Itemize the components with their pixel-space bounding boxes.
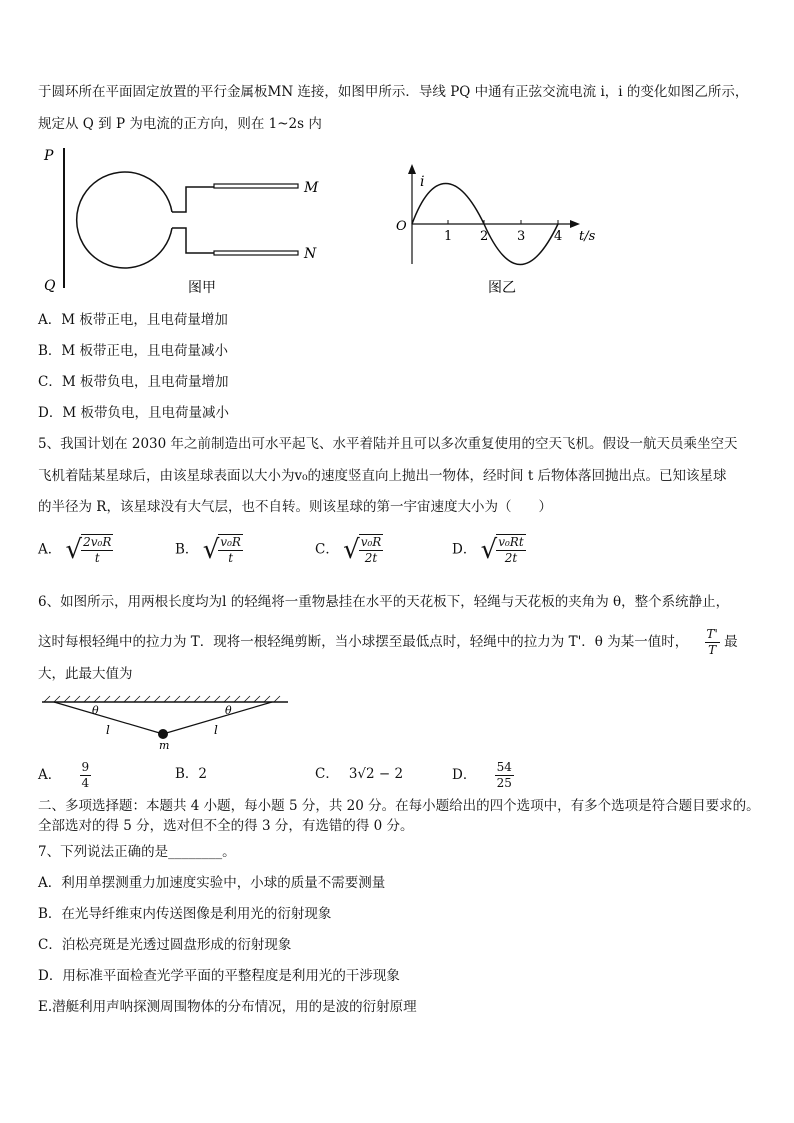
intro-line-1: 于圆环所在平面固定放置的平行金属板MN 连接，如图甲所示．导线 PQ 中通有正弦交流电流 i，i 的变化如图乙所示， [38, 84, 749, 100]
q5-line-1: 5、我国计划在 2030 年之前制造出可水平起飞、水平着陆并且可以多次重复使用的空天飞机。假设一航天员乘坐空天 [38, 436, 738, 452]
figure-circuit-and-graph [38, 140, 598, 300]
q6-option-d: D． $\frac{54}{25}$ [452, 760, 512, 790]
theta-right: θ [225, 704, 232, 717]
q4-option-d: D．M 板带负电，且电荷量减小 [38, 405, 229, 421]
q5-option-a: A． √ $\frac{\text{2v₀R}}{t}$ [38, 535, 112, 565]
ceiling-hatching [44, 696, 280, 702]
graph-t-arrow [570, 220, 580, 228]
tick-2: 2 [480, 229, 489, 244]
theta-left: θ [92, 704, 99, 717]
plate-m [214, 184, 298, 188]
q7-option-b: B．在光导纤维束内传送图像是利用光的衍射现象 [38, 906, 332, 922]
q7-option-c: C．泊松亮斑是光透过圆盘形成的衍射现象 [38, 937, 292, 953]
tick-4: 4 [554, 229, 563, 244]
q5-option-b: B． √ $\frac{\text{v₀R}}{t}$ [175, 535, 241, 565]
ring-loop [77, 172, 172, 268]
q5-option-d: D． √ $\frac{\text{v₀Rt}}{2t}$ [452, 535, 524, 565]
q5-line-2: 飞机着陆某星球后，由该星球表面以大小为v₀的速度竖直向上抛出一物体，经时间 t 后物体落回抛出点。已知该星球 [38, 468, 727, 484]
graph-i-arrow [408, 164, 416, 174]
label-n: N [304, 246, 317, 262]
label-q: Q [44, 278, 56, 294]
q5-option-c: C． √ $\frac{\text{v₀R}}{2t}$ [315, 535, 382, 565]
caption-jia: 图甲 [188, 280, 216, 296]
section2-line-1: 二、多项选择题：本题共 4 小题，每小题 5 分，共 20 分。在每小题给出的四个选项中，有多个选项是符合题目要求的。 [38, 798, 760, 814]
label-p: P [44, 148, 54, 164]
q6-line-2: 这时每根轻绳中的拉力为 T．现将一根轻绳剪断，当小球摆至最低点时，轻绳中的拉力为 T'．θ 为某一值时， $\frac{T'}{T}$ 最 [38, 627, 738, 657]
q7-option-a: A．利用单摆测重力加速度实验中，小球的质量不需要测量 [38, 875, 386, 891]
q6-option-b: B．2 [175, 766, 208, 782]
caption-yi: 图乙 [488, 280, 516, 296]
tick-marks [448, 220, 558, 224]
ball-m [158, 729, 168, 739]
q6-option-a: A． $\frac{9}{4}$ [38, 760, 90, 790]
q7-option-e: E.潜艇利用声呐探测周围物体的分布情况，用的是波的衍射原理 [38, 999, 417, 1015]
q4-option-a: A．M 板带正电，且电荷量增加 [38, 312, 228, 328]
q7-option-d: D．用标准平面检查光学平面的平整程度是利用光的干涉现象 [38, 968, 400, 984]
length-left: l [106, 723, 110, 737]
mass-label: m [159, 739, 170, 752]
plate-n [214, 251, 298, 255]
q5-line-3: 的半径为 R，该星球没有大气层，也不自转。则该星球的第一宇宙速度大小为（ ） [38, 499, 552, 515]
origin-label: O [396, 219, 407, 234]
tick-1: 1 [444, 229, 453, 244]
ring-leads [172, 187, 214, 253]
tick-3: 3 [517, 229, 526, 244]
q4-option-b: B．M 板带正电，且电荷量减小 [38, 343, 229, 359]
figure-pendulum [38, 694, 294, 752]
intro-line-2: 规定从 Q 到 P 为电流的正方向，则在 1~2s 内 [38, 116, 322, 132]
length-right: l [214, 723, 218, 737]
q7-stem: 7、下列说法正确的是________。 [38, 844, 236, 860]
axis-i-label: i [420, 174, 425, 190]
q6-option-c: C． 3√2 − 2 [315, 766, 404, 782]
q6-line-1: 6、如图所示，用两根长度均为l 的轻绳将一重物悬挂在水平的天花板下，轻绳与天花板的夹角为 θ，整个系统静止， [38, 594, 730, 610]
section2-line-2: 全部选对的得 5 分，选对但不全的得 3 分，有选错的得 0 分。 [38, 818, 414, 834]
axis-t-label: t/s [579, 229, 596, 244]
q4-option-c: C．M 板带负电，且电荷量增加 [38, 374, 229, 390]
q6-line-3: 大，此最大值为 [38, 666, 133, 682]
label-m: M [304, 180, 319, 196]
